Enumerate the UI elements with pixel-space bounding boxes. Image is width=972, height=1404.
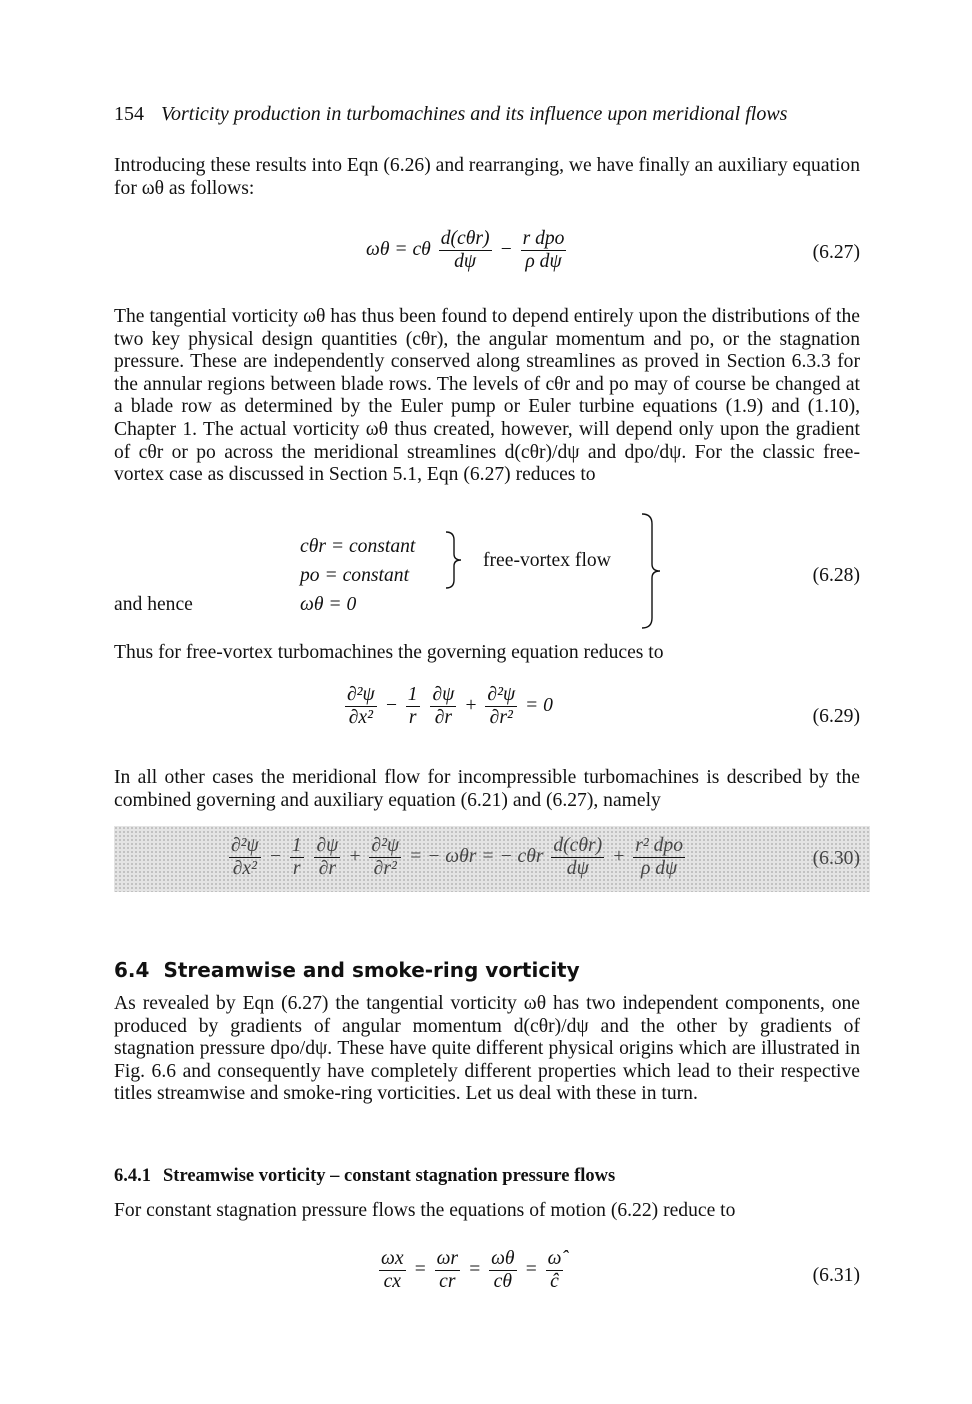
page-number: 154 [114,103,144,125]
running-title: Vorticity production in turbomachines and its influence upon meridional flows [161,103,788,125]
paragraph-2: The tangential vorticity ωθ has thus been found to depend entirely upon the distributions of the two key physical design quantities (cθr), the angular momentum and po, or the stagnation pressure. These are independently conserved along streamlines as proved in Section 6.3.3 for the annular regions between blade rows. The levels of cθr and po may of course be changed at a blade row as determined by the Euler pump or Euler turbine equations (1.9) and (1.10), Chapter 1. The actual vorticity ωθ thus created, however, will depend only upon the gradient of cθr or po across the meridional streamlines d(cθr)/dψ and dpo/dψ. For the classic free-vortex case as discussed in Section 5.1, Eqn (6.27) reduces to [114,306,860,486]
eq-6-29-term-2: $\frac{1}{r}$ [407,684,418,728]
eq-6-31-frac-2: $\frac{\omega r}{cr}$ [436,1248,459,1292]
equation-number-6-27: (6.27) [812,242,860,263]
eq-6-28-line-1: cθr = constant [300,536,416,557]
eq-6-30-term-2: $\frac{1}{r}$ [291,835,302,879]
equation-6-31: $\frac{\omega x}{cx}$ = $\frac{\omega r}{cr}$ = $\frac{\omega\theta}{c\theta}$ = $\frac{\omegâ}{ĉ}$ [381,1248,562,1292]
eq-6-29-term-1: $\frac{\text{∂²ψ}}{\text{∂x²}}$ [347,684,375,728]
equation-number-6-30: (6.30) [812,848,860,869]
eq-6-29-term-4: $\frac{\text{∂²ψ}}{\text{∂r²}}$ [487,684,516,728]
eq-6-31-frac-4: $\frac{\omegâ}{ĉ}$ [547,1248,562,1292]
subsection-title: Streamwise vorticity – constant stagnation pressure flows [163,1166,616,1186]
section-title: Streamwise and smoke-ring vorticity [163,958,580,982]
highlighted-equation-box [114,826,870,892]
running-header [114,103,787,126]
eq-6-30-term-3: $\frac{\partial\psi}{\partial r}$ [316,835,339,879]
subsection-number: 6.4.1 [114,1166,151,1186]
eq-6-30-term-6: $\frac{\text{r² dpo}}{\text{ρ dψ}}$ [635,835,683,879]
eq-6-27-lhs: ωθ = cθ [366,239,431,260]
equation-6-29: $\frac{\text{∂²ψ}}{\text{∂x²}}$ − $\frac{1}{r}$ $\frac{\partial\psi}{\partial r}$ + $\frac{\text{∂²ψ}}{\text{∂r²}}$ = 0 [347,684,553,728]
eq-6-27-frac-1: $\frac{\text{d(cθr)}}{d\psi}$ [440,228,490,272]
equation-number-6-28: (6.28) [812,565,860,586]
and-hence-label: and hence [114,594,193,615]
paragraph-4: In all other cases the meridional flow for incompressible turbomachines is described by the combined governing and auxiliary equation (6.21) and (6.27), namely [114,767,860,811]
section-number: 6.4 [114,958,150,982]
eq-6-29-term-3: $\frac{\partial\psi}{\partial r}$ [432,684,455,728]
eq-6-31-frac-1: $\frac{\omega x}{cx}$ [381,1248,404,1292]
eq-6-29-rhs: = 0 [525,695,553,716]
equation-6-30: $\frac{\text{∂²ψ}}{\text{∂x²}}$ − $\frac{1}{r}$ $\frac{\partial\psi}{\partial r}$ + $\frac{\text{∂²ψ}}{\text{∂r²}}$ = − ωθr = − cθr $\frac{\text{d(cθr)}}{d\psi}$ + $\frac{\text{r² dpo}}{\text{ρ dψ}}$ [231,835,683,879]
large-brace [640,512,662,630]
free-vortex-label: free-vortex flow [483,550,611,571]
paragraph-1: Introducing these results into Eqn (6.26) and rearranging, we have finally an auxiliary equation for ωθ as follows: [114,155,860,199]
eq-6-31-frac-3: $\frac{\omega\theta}{c\theta}$ [491,1248,515,1292]
equation-number-6-31: (6.31) [812,1265,860,1286]
paragraph-6: For constant stagnation pressure flows the equations of motion (6.22) reduce to [114,1200,736,1221]
eq-6-28-line-3: ωθ = 0 [300,594,357,615]
equation-6-27: ωθ = cθ $\frac{\text{d(cθr)}}{d\psi}$ − $\frac{\text{r dpo}}{\text{ρ dψ}}$ [366,228,565,272]
paragraph-3: Thus for free-vortex turbomachines the governing equation reduces to [114,642,664,663]
equation-number-6-29: (6.29) [812,706,860,727]
eq-6-30-middle: = − ωθr = − cθr [409,846,544,867]
subsection-heading [114,1166,615,1187]
paragraph-5: As revealed by Eqn (6.27) the tangential vorticity ωθ has two independent components, one produced by gradients of angular momentum d(cθr)/dψ and the other by gradients of stagnation pressure dpo/dψ. These have quite different physical origins which are illustrated in Fig. 6.6 and consequently have completely different properties which lead to their respective titles streamwise and smoke-ring vorticities. Let us deal with these in turn. [114,993,860,1105]
small-brace [444,530,464,590]
eq-6-30-term-1: $\frac{\text{∂²ψ}}{\text{∂x²}}$ [231,835,259,879]
eq-6-30-term-5: $\frac{\text{d(cθr)}}{d\psi}$ [553,835,603,879]
eq-6-28-line-2: po = constant [300,565,410,586]
eq-6-30-term-4: $\frac{\text{∂²ψ}}{\text{∂r²}}$ [371,835,400,879]
eq-6-27-frac-2: $\frac{\text{r dpo}}{\text{ρ dψ}}$ [522,228,565,272]
book-page [114,0,860,1404]
section-heading [114,958,580,982]
